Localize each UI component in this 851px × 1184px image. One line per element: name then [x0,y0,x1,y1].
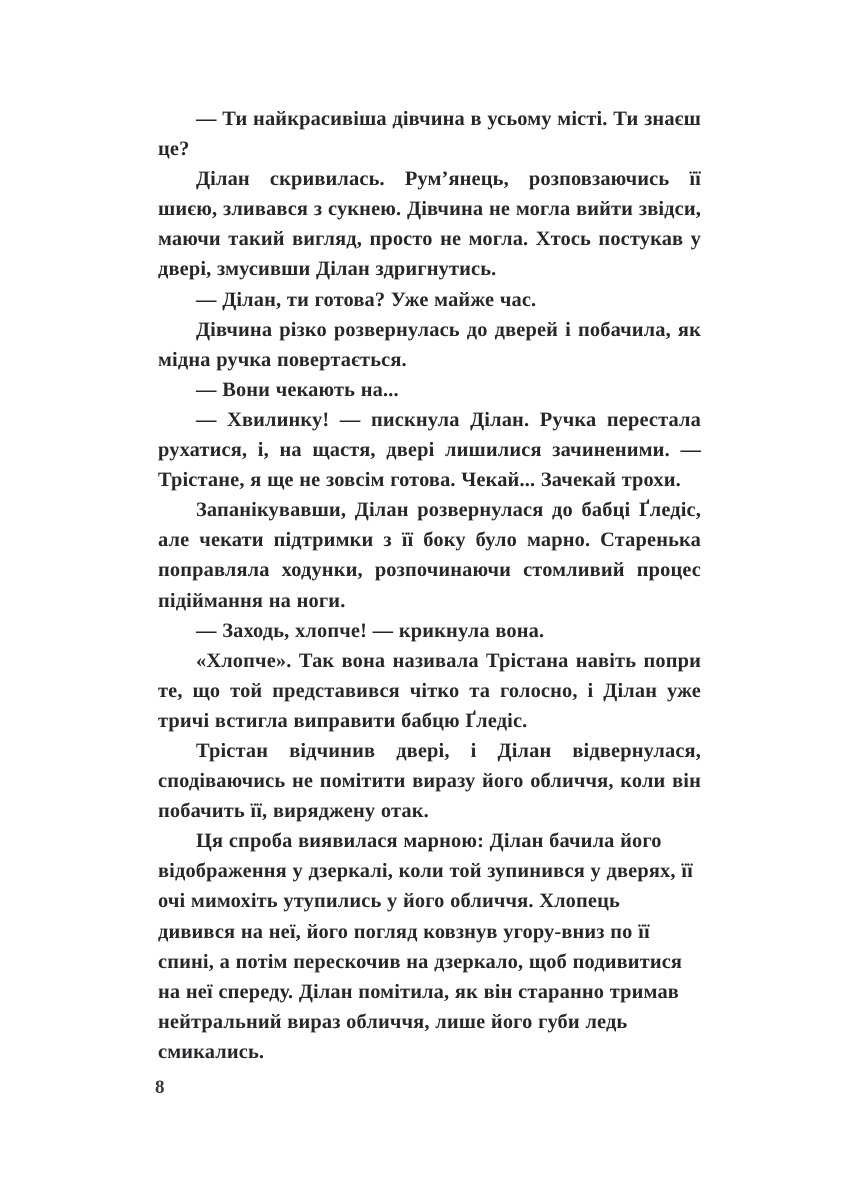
page-number: 8 [155,1077,165,1098]
paragraph: Трістан відчинив двері, і Ділан відвернулася, сподіваючись не помітити виразу його обличчя, коли він побачить її, виряджену отак. [158,739,701,823]
paragraph: Ця спроба виявилася марною: Ділан бачила його відображення у дзеркалі, коли той зупинився у дверях, її очі мимохіть утупились у його обличчя. Хлопець дивився на неї, його погляд ковзнув угору-вниз по її спині, а потім перескочив на дзеркало, щоб подивитися на неї спереду. Ділан помітила, як він старанно тримав нейтральний вираз обличчя, лише його губи ледь смикались. [158,830,693,1063]
paragraph: — Заходь, хлопче! — крикнула вона. [196,619,545,642]
paragraph: — Вони чекають на... [196,378,399,401]
paragraph: Ділан скривилась. Рум’янець, розповзаючись її шиєю, зливався з сукнею. Дівчина не могла вийти звідси, маючи такий вигляд, просто не могла. Хтось постукав у двері, змусивши Ділан здригнутись. [158,168,701,281]
paragraph: «Хлопче». Так вона називала Трістана навіть попри те, що той представився чітко та голосно, і Ділан уже тричі встигла виправити бабцю Ґледіс. [158,649,701,732]
paragraph: Дівчина різко розвернулась до дверей і побачила, як мідна ручка повертається. [158,318,701,371]
paragraph: — Ділан, ти готова? Уже майже час. [196,288,537,311]
paragraph: Запанікувавши, Ділан розвернулася до бабці Ґледіс, але чекати підтримки з її боку було марно. Старенька поправляла ходунки, розпочинаючи стомливий процес підіймання на ноги. [158,499,701,612]
page-text-block [158,104,701,1067]
paragraph: — Хвилинку! — пискнула Ділан. Ручка перестала рухатися, і, на щастя, двері лишилися зачиненими. — Трістане, я ще не зовсім готова. Чекай... Зачекай трохи. [158,408,701,492]
paragraph: — Ти найкрасивіша дівчина в усьому місті. Ти знаєш це? [158,108,701,161]
